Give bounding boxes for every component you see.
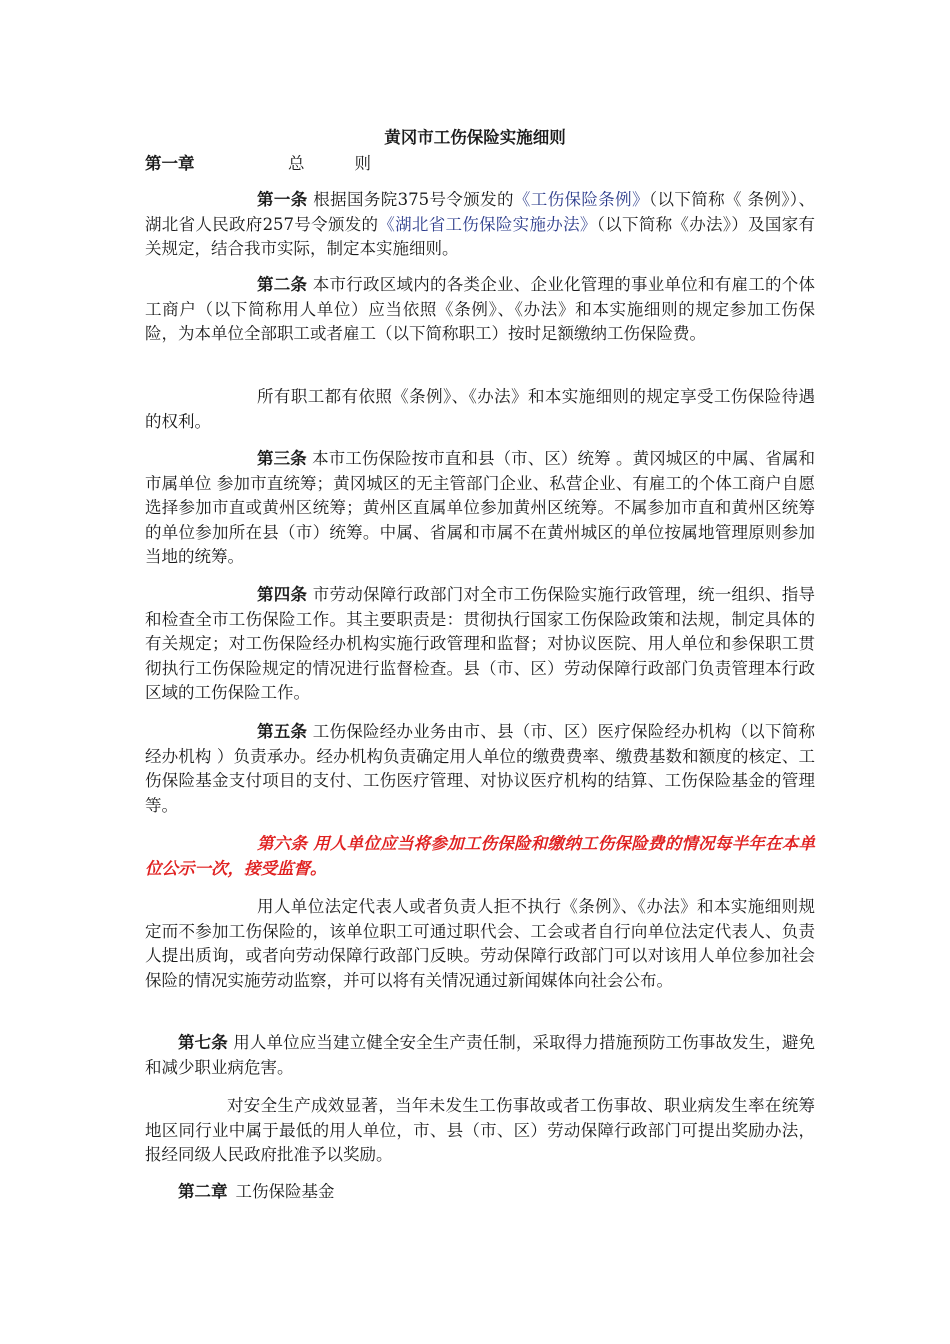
article-7-paragraph-2-text: 对安全生产成效显著，当年未发生工伤事故或者工伤事故、职业病发生率在统筹地区同行业中属于最低的用人单位，市、县（市、区）劳动保障行政部门可提出奖励办法，报经同级人民政府批准予以奖励。 <box>145 1096 815 1164</box>
article-1-label: 第一条 <box>257 190 308 209</box>
article-7-paragraph-2 <box>145 1094 815 1168</box>
article-4-text: 市劳动保障行政部门对全市工伤保险实施行政管理，统一组织、指导和检查全市工伤保险工作。其主要职责是：贯彻执行国家工伤保险政策和法规，制定具体的有关规定；对工伤保险经办机构实施行政管理和监督；对协议医院、用人单位和参保职工贯彻执行工伤保险规定的情况进行监督检查。县（市、区）劳动保障行政部门负责管理本行政区域的工伤保险工作。 <box>145 585 815 702</box>
hubei-measures-link[interactable]: 《湖北省工伤保险实施办法》 <box>378 214 597 234</box>
article-4-label: 第四条 <box>257 585 308 604</box>
article-2-text: 本市行政区域内的各类企业、企业化管理的事业单位和有雇工的个体工商户（以下简称用人单位）应当依照《条例》、《办法》和本实施细则的规定参加工伤保险，为本单位全部职工或者雇工（以下简称职工）按时足额缴纳工伤保险费。 <box>145 275 815 343</box>
chapter-2-heading <box>178 1180 335 1205</box>
article-1-text-3: （以下简称《办法》）及国家有关规定，结合我市实际，制定本实施细则。 <box>145 214 816 258</box>
article-6-paragraph-2 <box>145 895 815 993</box>
article-7 <box>145 1031 815 1080</box>
article-6 <box>145 832 815 881</box>
article-2-paragraph-2-text: 所有职工都有依照《条例》、《办法》和本实施细则的规定享受工伤保险待遇的权利。 <box>145 387 815 431</box>
article-2 <box>145 273 815 347</box>
document-title: 黄冈市工伤保险实施细则 <box>384 128 566 147</box>
article-7-label: 第七条 <box>178 1033 228 1052</box>
chapter-1-label: 第一章 <box>145 154 195 173</box>
chapter-2-name: 工伤保险基金 <box>235 1182 335 1201</box>
article-6-label: 第六条 <box>257 834 308 853</box>
article-7-text: 用人单位应当建立健全安全生产责任制，采取得力措施预防工伤事故发生，避免和减少职业病危害。 <box>145 1033 815 1077</box>
article-6-text: 用人单位应当将参加工伤保险和缴纳工伤保险费的情况每半年在本单 位公示一次，接受监督。 <box>145 834 816 878</box>
chapter-1-name: 总则 <box>288 154 421 173</box>
article-3-text: 本市工伤保险按市直和县（市、区）统筹 。黄冈城区的中属、省属和市属单位 参加市直统筹；黄冈城区的无主管部门企业、私营企业、有雇工的个体工商户自愿选择参加市直或黄州区统筹；黄州区直属单位参加黄州区统筹。不属参加市直和黄州区统筹的单位参加所在县（市）统筹。中属、省属和市属不在黄州城区的单位按属地管理原则参加当地的统筹。 <box>145 449 816 566</box>
article-5-label: 第五条 <box>257 722 308 741</box>
article-2-paragraph-2 <box>145 385 815 434</box>
article-1-text-1: 根据国务院375号令颁发的 <box>313 190 514 209</box>
article-3-label: 第三条 <box>257 449 307 468</box>
article-3 <box>145 447 815 570</box>
article-2-label: 第二条 <box>257 275 308 294</box>
article-1 <box>145 188 815 262</box>
article-4 <box>145 583 815 706</box>
article-1-text-2: （以下简称《 条例》）、湖北省人民政府257号令颁发的 <box>145 190 815 234</box>
article-6-paragraph-2-text: 用人单位法定代表人或者负责人拒不执行《条例》、《办法》和本实施细则规定而不参加工伤保险的，该单位职工可通过职代会、工会或者自行向单位法定代表人、负责人提出质询，或者向劳动保障行政部门反映。劳动保障行政部门可以对该用人单位参加社会保险的情况实施劳动监察，并可以将有关情况通过新闻媒体向社会公布。 <box>145 897 815 990</box>
regulation-link[interactable]: 《工伤保险条例》 <box>513 190 649 209</box>
chapter-2-label: 第二章 <box>178 1182 228 1201</box>
article-5-text: 工伤保险经办业务由市、县（市、区）医疗保险经办机构（以下简称 经办机构 ）负责承办。经办机构负责确定用人单位的缴费费率、缴费基数和额度的核定、工伤保险基金支付项目的支付、工伤医疗管理、对协议医疗机构的结算、工伤保险基金的管理等。 <box>145 722 815 815</box>
article-5 <box>145 720 815 818</box>
